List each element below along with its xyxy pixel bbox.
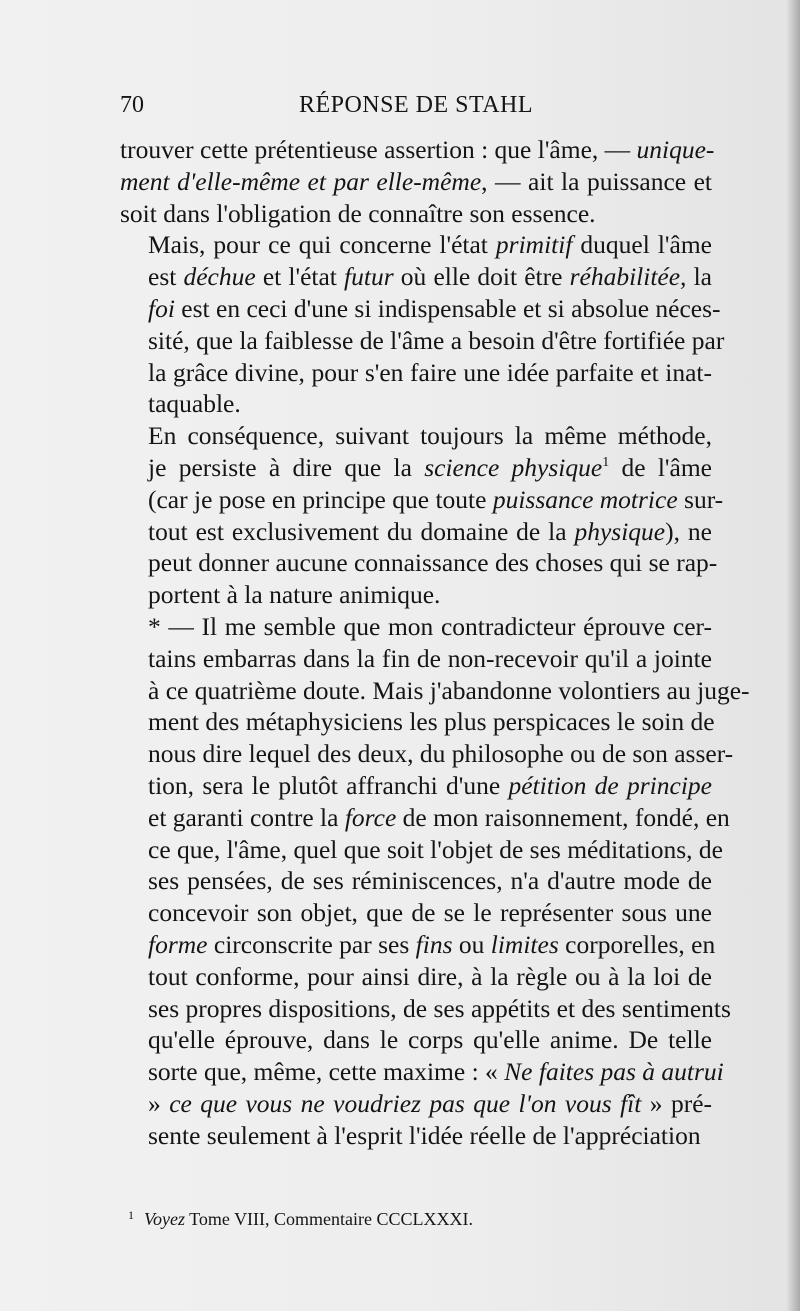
text-segment: la	[686, 262, 712, 292]
text-segment: sente seulement à l'esprit l'idée réelle de l'appréciation	[148, 1120, 701, 1150]
text-segment: sité, que la faiblesse de l'âme a besoin d'être fortifiée par	[148, 325, 725, 355]
text-segment: * — Il me semble que mon contradicteur éprouve cer-	[148, 611, 712, 641]
text-segment: est en ceci d'une si indispensable et si absolue néces-	[174, 293, 721, 323]
text-segment: tout est exclusivement du domaine de la	[148, 516, 575, 546]
text-segment: ses propres dispositions, de ses appétits et des sentiments	[148, 993, 731, 1023]
footnote	[128, 1208, 688, 1230]
italic-text: déchue	[183, 262, 256, 292]
text-segment: duquel l'âme	[572, 230, 712, 260]
text-line	[120, 834, 723, 866]
text-line	[120, 1088, 712, 1120]
text-segment: En conséquence, suivant toujours la même méthode,	[148, 421, 712, 451]
text-line	[120, 325, 725, 357]
italic-text: futur	[344, 262, 394, 292]
text-segment: portent à la nature animique.	[148, 580, 441, 610]
text-segment: nous dire lequel des deux, du philosophe ou de son asser-	[148, 739, 734, 769]
text-line	[120, 166, 712, 198]
text-line	[120, 420, 712, 452]
italic-text: ment d'elle-même et par elle-même	[120, 166, 482, 196]
text-segment: tout conforme, pour ainsi dire, à la règle ou à la loi de	[148, 961, 712, 991]
text-line	[120, 547, 718, 579]
text-line	[120, 643, 712, 675]
text-line	[120, 738, 734, 770]
text-line	[120, 261, 712, 293]
italic-text: science physique	[424, 452, 603, 482]
footnote-mark: 1	[128, 1208, 134, 1222]
page-number: 70	[120, 92, 144, 118]
text-line	[120, 675, 750, 707]
text-segment: » pré-	[641, 1088, 713, 1118]
paragraph	[120, 134, 715, 229]
text-line	[120, 897, 712, 929]
text-segment: peut donner aucune connaissance des choses qui se rap-	[148, 548, 718, 578]
italic-text: puissance motrice	[492, 484, 678, 514]
text-segment: trouver cette prétentieuse assertion : que l'âme, —	[120, 135, 637, 164]
text-line	[120, 1120, 712, 1152]
text-segment: ses pensées, de ses réminiscences, n'a d'autre mode de	[148, 866, 712, 896]
text-segment: Mais, pour ce qui concerne l'état	[148, 230, 496, 260]
italic-text: foi	[148, 293, 175, 323]
text-segment: où elle doit être	[393, 262, 570, 292]
footnote-text: Tome VIII, Commentaire CCCLXXXI.	[184, 1209, 474, 1229]
text-line	[120, 1024, 712, 1056]
italic-text: fins	[415, 929, 453, 959]
footnote-italic: Voyez	[144, 1209, 185, 1229]
italic-text: forme	[148, 929, 208, 959]
text-line	[120, 770, 712, 802]
text-line	[120, 134, 715, 166]
page-header	[120, 92, 712, 126]
text-segment: de l'âme	[609, 452, 713, 482]
text-line	[120, 706, 715, 738]
text-segment: (car je pose en principe que toute	[148, 484, 493, 514]
running-title: RÉPONSE DE STAHL	[298, 92, 534, 118]
text-segment: , — ait la puissance et	[481, 166, 712, 196]
text-segment: tion, sera le plutôt affranchi d'une	[148, 770, 509, 800]
text-line	[120, 229, 712, 261]
text-line	[120, 293, 721, 325]
footnote-ref: 1	[602, 454, 610, 470]
text-segment: est	[148, 262, 184, 292]
paragraph	[120, 420, 724, 611]
text-line	[120, 452, 712, 484]
text-segment: à ce quatrième doute. Mais j'abandonne volontiers au juge-	[148, 675, 750, 705]
italic-text: primitif	[495, 230, 573, 260]
text-segment: »	[148, 1088, 170, 1118]
text-segment: circonscrite par ses	[207, 929, 416, 959]
italic-text: ce que vous ne voudriez pas que l'on vous fît	[169, 1088, 642, 1118]
text-segment: taquable.	[148, 389, 241, 419]
text-segment: et garanti contre la	[148, 802, 345, 832]
text-line	[120, 357, 712, 389]
text-segment: ou	[452, 929, 491, 959]
text-line	[120, 929, 716, 961]
italic-text: réhabilitée,	[569, 262, 687, 292]
italic-text: limites	[490, 929, 559, 959]
text-segment: corporelles, en	[558, 929, 716, 959]
italic-text: force	[344, 802, 397, 832]
text-segment: et l'état	[255, 262, 345, 292]
text-segment: ce que, l'âme, quel que soit l'objet de ses méditations, de	[148, 834, 723, 864]
text-line	[120, 516, 712, 548]
text-segment: de mon raisonnement, fondé, en	[396, 802, 730, 832]
text-segment: concevoir son objet, que de se le représenter sous une	[148, 898, 712, 928]
italic-text: physique	[574, 516, 666, 546]
italic-text: unique-	[636, 135, 715, 164]
text-segment: qu'elle éprouve, dans le corps qu'elle anime. De telle	[148, 1025, 712, 1055]
italic-text: Ne faites pas à autrui	[504, 1057, 724, 1087]
page-edge-shadow	[786, 0, 800, 1311]
text-line	[120, 388, 712, 420]
text-segment: tains embarras dans la fin de non-recevoir qu'il a jointe	[148, 643, 712, 673]
text-line	[120, 484, 724, 516]
text-segment: je persiste à dire que la	[148, 452, 425, 482]
paragraph	[120, 229, 725, 420]
italic-text: pétition de principe	[508, 770, 712, 800]
text-line	[120, 198, 712, 230]
text-line	[120, 865, 712, 897]
text-line	[120, 611, 712, 643]
text-segment: ment des métaphysiciens les plus perspicaces le soin de	[148, 707, 715, 737]
page-body	[120, 134, 750, 1152]
paragraph	[120, 611, 750, 1152]
text-segment: sur-	[677, 484, 724, 514]
text-line	[120, 1056, 724, 1088]
text-segment: ), ne	[665, 516, 712, 546]
text-segment: soit dans l'obligation de connaître son essence.	[120, 198, 596, 228]
text-line	[120, 961, 712, 993]
text-line	[120, 802, 730, 834]
text-segment: sorte que, même, cette maxime : «	[148, 1057, 505, 1087]
text-line	[120, 579, 712, 611]
text-segment: la grâce divine, pour s'en faire une idée parfaite et inat-	[148, 357, 712, 387]
text-line	[120, 993, 731, 1025]
